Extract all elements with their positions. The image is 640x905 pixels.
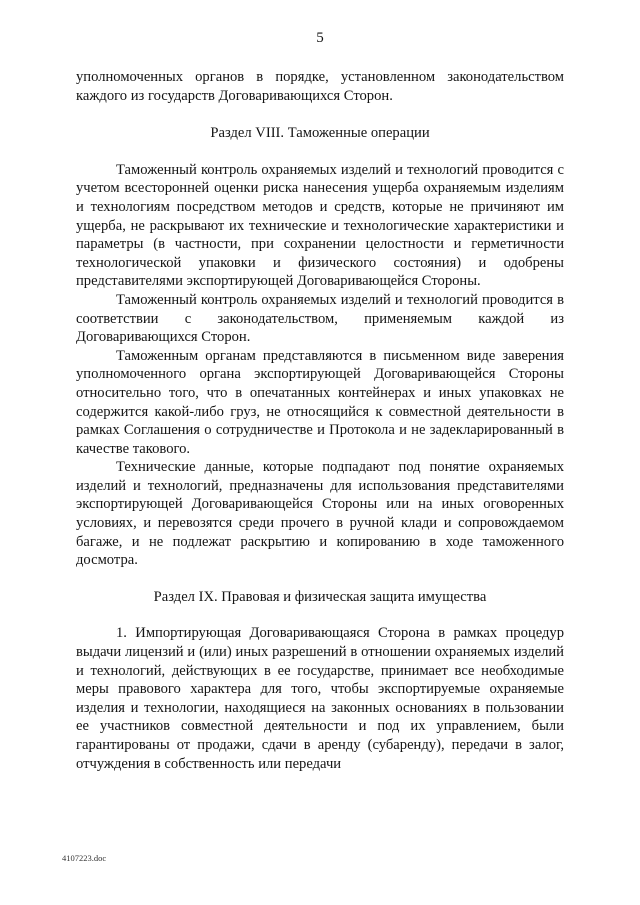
paragraph-technical-data: Технические данные, которые подпадают под понятие охраняемых изделий и технологий, предназначены для использования представителями экспортирующей Договаривающейся Стороны или на иных оговоренных условиях, и перевозятся среди прочего в ручной клади и сопровождаемом багаже, и не подлежат раскрытию и копированию в ходе таможенного досмотра. bbox=[76, 459, 564, 569]
paragraph-customs-legislation: Таможенный контроль охраняемых изделий и технологий проводится в соответствии с законодательством, применяемым каждой из Договаривающихся Сторон. bbox=[76, 291, 564, 346]
paragraph-importing-party: 1. Импортирующая Договаривающаяся Сторона в рамках процедур выдачи лицензий и (или) иных разрешений в отношении охраняемых изделий и технологий, действующих в ее государстве, принимает все необходимые меры правового характера для того, чтобы экспортируемые охраняемые изделия и технологии, находящиеся на законных основаниях в пользовании ее участников совместной деятельности и под их управлением, были гарантированы от продажи, сдачи в аренду (субаренду), передачи в залог, отчуждения в собственность или передачи bbox=[76, 625, 564, 772]
document-filename: 4107223.doc bbox=[62, 853, 107, 863]
page-number: 5 bbox=[316, 30, 324, 46]
paragraph-customs-control: Таможенный контроль охраняемых изделий и технологий проводится с учетом всесторонней оценки риска нанесения ущерба охраняемым изделиям и технологиям посредством методов и средств, которые не причиняют им ущерба, не раскрывают их технические и технологические характеристики и параметры (в частности, при сохранении целостности и герметичности технологической упаковки и физического состояния) и одобрены представителями экспортирующей Договаривающейся Стороны. bbox=[76, 161, 564, 290]
paragraph-sealed-containers: Таможенным органам представляются в письменном виде заверения уполномоченного органа экспортирующей Договаривающейся Стороны относительно того, что в опечатанных контейнерах и иных упаковках не содержится какой-либо груз, не относящийся к совместной деятельности в рамках Соглашения о сотрудничестве и Протокола и не задекларированный в качестве такового. bbox=[76, 347, 564, 457]
document-body bbox=[76, 68, 564, 773]
section-heading-ix: Раздел IX. Правовая и физическая защита имущества bbox=[153, 588, 487, 605]
paragraph-continuation: уполномоченных органов в порядке, установленном законодательством каждого из государств Договаривающихся Сторон. bbox=[76, 69, 564, 104]
section-heading-viii: Раздел VIII. Таможенные операции bbox=[210, 125, 430, 142]
